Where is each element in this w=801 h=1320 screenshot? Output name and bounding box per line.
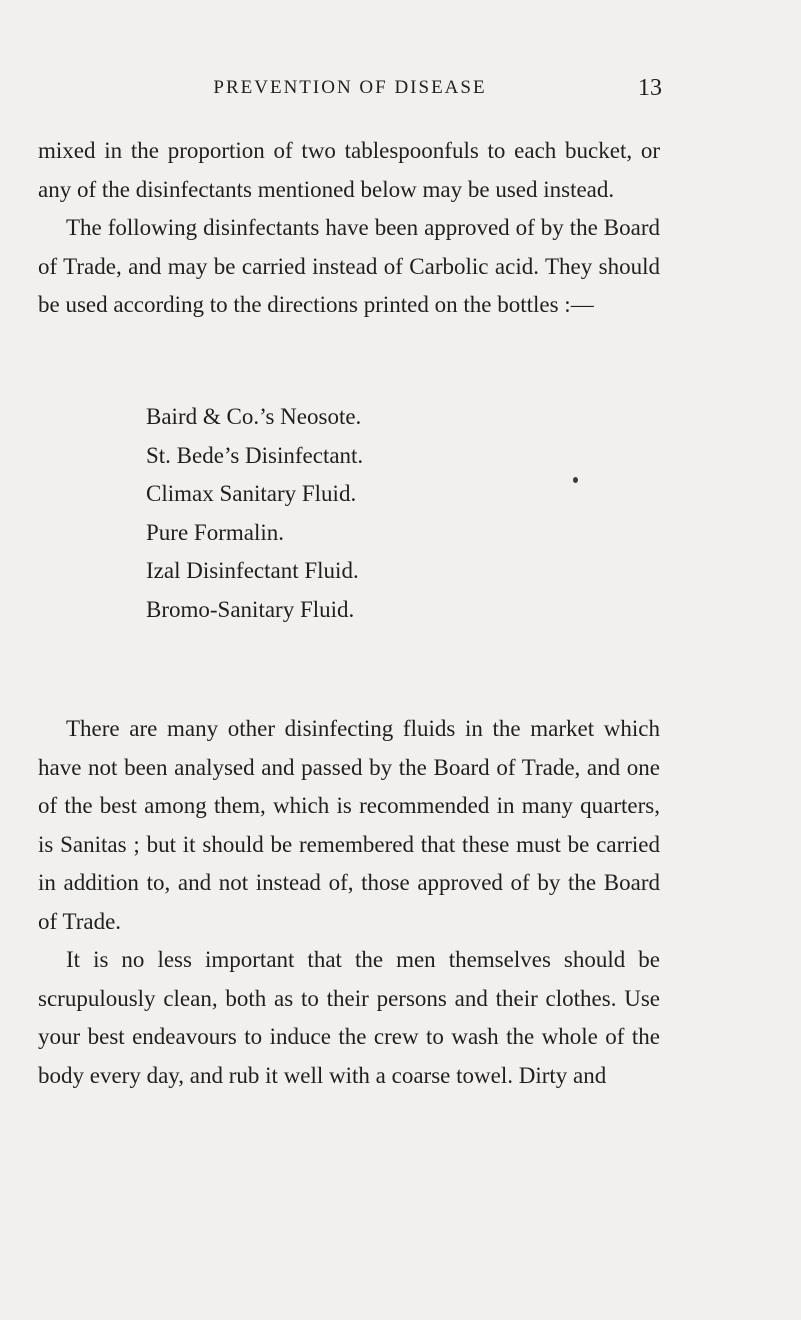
list-item: Izal Disinfectant Fluid. <box>146 558 359 583</box>
disinfectant-list <box>146 398 363 629</box>
paragraph: It is no less important that the men themselves should be scrupulously clean, both as to their persons and their clothes. Use your best endeavours to induce the crew to wash the whole of the body every day, and rub it well with a coarse towel. Dirty and <box>38 947 660 1088</box>
paragraph: The following disinfectants have been approved of by the Board of Trade, and may be carried instead of Carbolic acid. They should be used according to the directions printed on the bottles :— <box>38 215 660 317</box>
page-number: 13 <box>638 75 662 101</box>
list-item: St. Bede’s Disinfectant. <box>146 442 364 468</box>
running-head <box>38 76 662 116</box>
body-text-bottom <box>38 710 660 1095</box>
list-item: Pure Formalin. <box>146 519 284 545</box>
list-item: Climax Sanitary Fluid. <box>146 481 357 506</box>
paragraph: There are many other disinfecting fluids in the market which have not been analysed and passed by the Board of Trade, and one of the best among them, which is recommended in many quarters, is Sanitas ; but it should be remembered that these must be carried in addition to, and not instead of, those approved of by the Board of Trade. <box>38 716 660 934</box>
list-item: Baird & Co.’s Neosote. <box>146 404 362 429</box>
body-text-top <box>38 132 660 325</box>
paragraph: mixed in the proportion of two tablespoonfuls to each bucket, or any of the disinfectants mentioned below may be used instead. <box>38 138 660 202</box>
list-item: Bromo-Sanitary Fluid. <box>146 596 355 622</box>
running-title: PREVENTION OF DISEASE <box>213 77 487 98</box>
ink-speck <box>573 477 578 483</box>
